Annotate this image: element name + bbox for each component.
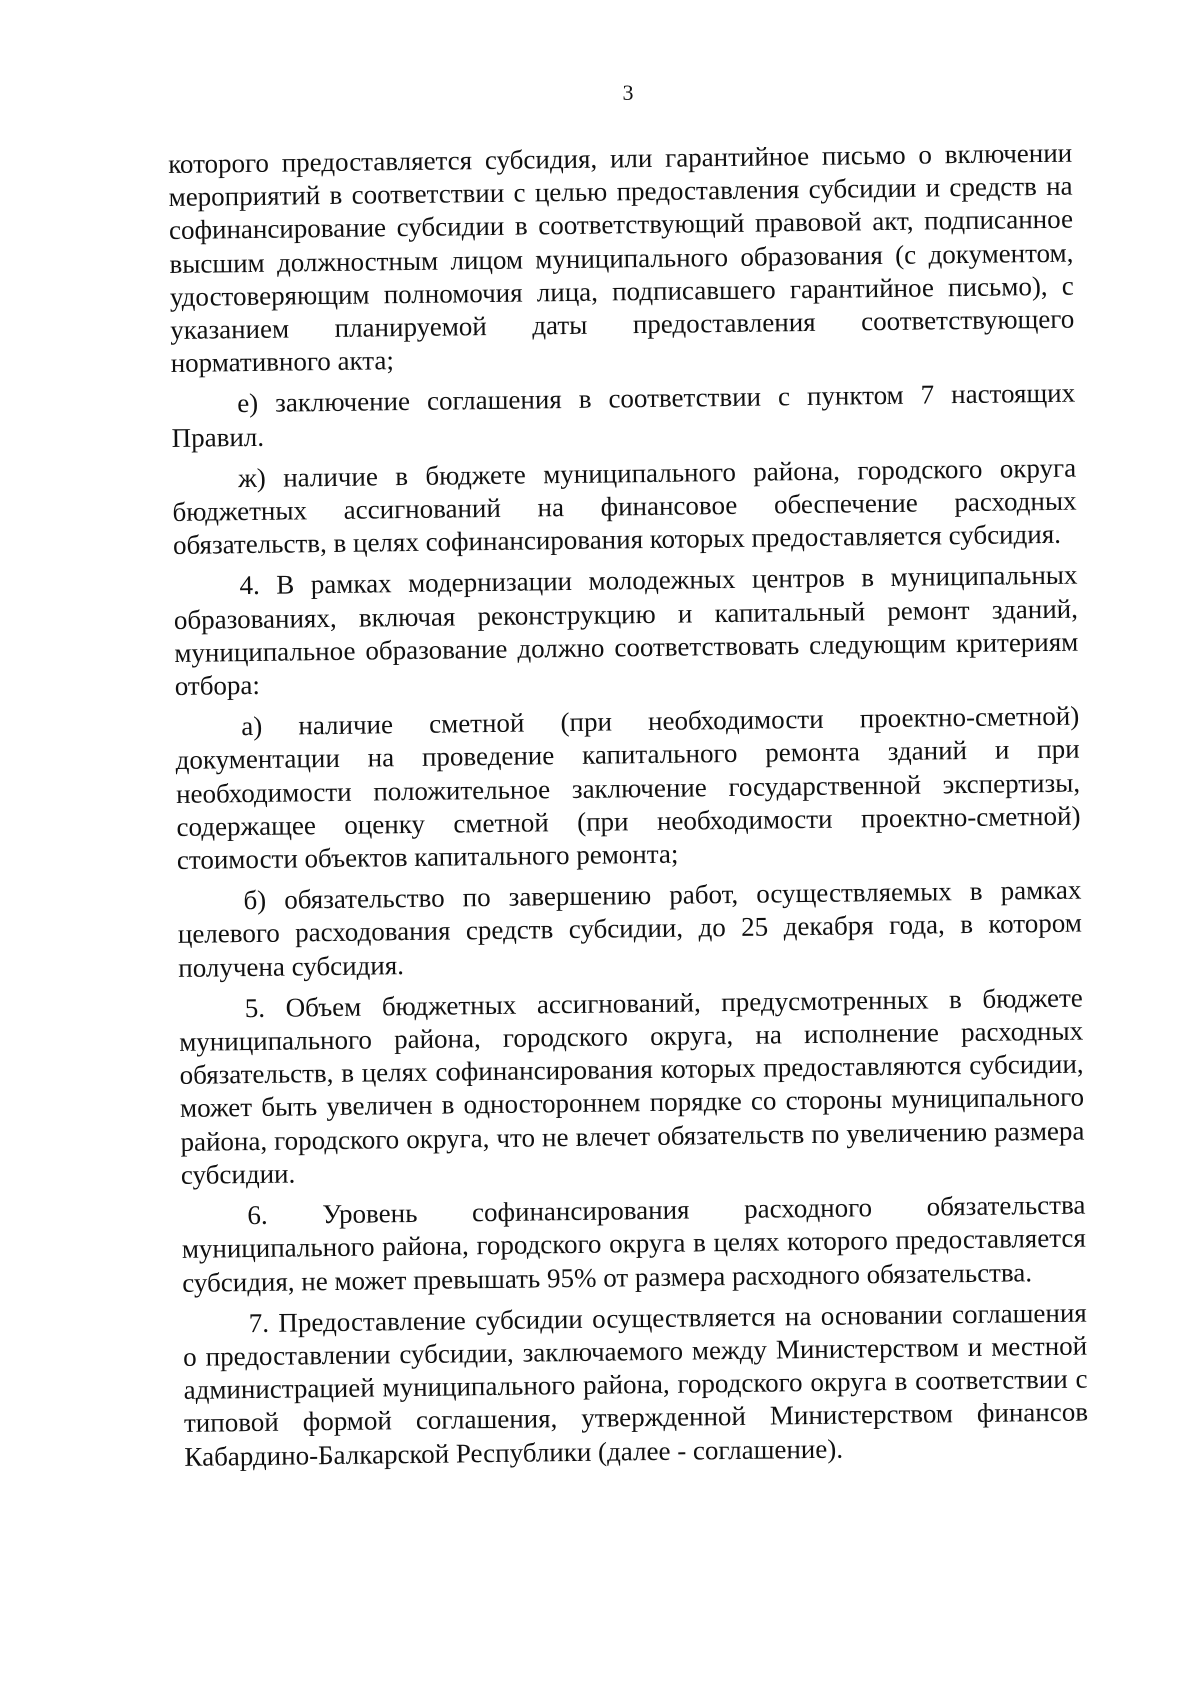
paragraph-item-b: б) обязательство по завершению работ, осуществляемых в рамках целевого расходования средств субсидии, до 25 декабря года, в котором получена субсидия. [177,874,1082,983]
paragraph-item-zh: ж) наличие в бюджете муниципального района, городского округа бюджетных ассигнований на финансовое обеспечение расходных обязательств, в целях софинансирования которых предоставляется субсидия. [172,452,1077,561]
document-body [168,137,1089,1474]
paragraph-item-e: е) заключение соглашения в соответствии с пунктом 7 настоящих Правил. [171,378,1076,453]
paragraph-continuation: которого предоставляется субсидия, или гарантийное письмо о включении мероприятий в соответствии с целью предоставления субсидии и средств на софинансирование субсидии в соответствующий правовой акт, подписанное высшим должностным лицом муниципального образования (с документом, удостоверяющим полномочия лица, подписавшего гарантийное письмо), с указанием планируемой даты предоставления соответствующего нормативного акта; [168,137,1075,379]
page-number: 3 [622,80,634,105]
paragraph-item-a: а) наличие сметной (при необходимости проектно-сметной) документации на проведение капитального ремонта зданий и при необходимости положительное заключение государственной экспертизы, содержащее оценку сметной (при необходимости проектно-сметной) стоимости объектов капитального ремонта; [175,700,1081,876]
paragraph-section-4: 4. В рамках модернизации молодежных центров в муниципальных образованиях, включая реконструкцию и капитальный ремонт зданий, муниципальное образование должно соответствовать следующим критериям отбора: [173,560,1079,702]
paragraph-section-6: 6. Уровень софинансирования расходного обязательства муниципального района, городского округа в целях которого предоставляется субсидия, не может превышать 95% от размера расходного обязательства. [181,1189,1086,1298]
paragraph-section-7: 7. Предоставление субсидии осуществляется на основании соглашения о предоставлении субсидии, заключаемого между Министерством и местной администрацией муниципального района, городского округа в соответствии с типовой формой соглашения, утвержденной Министерством финансов Кабардино-Балкарской Республики (далее - соглашение). [183,1297,1089,1472]
paragraph-section-5: 5. Объем бюджетных ассигнований, предусмотренных в бюджете муниципального района, городского округа, на исполнение расходных обязательств, в целях софинансирования которых предоставляются субсидии, может быть увеличен в одностороннем порядке со стороны муниципального района, городского округа, что не влечет обязательств по увеличению размера субсидии. [179,982,1085,1190]
